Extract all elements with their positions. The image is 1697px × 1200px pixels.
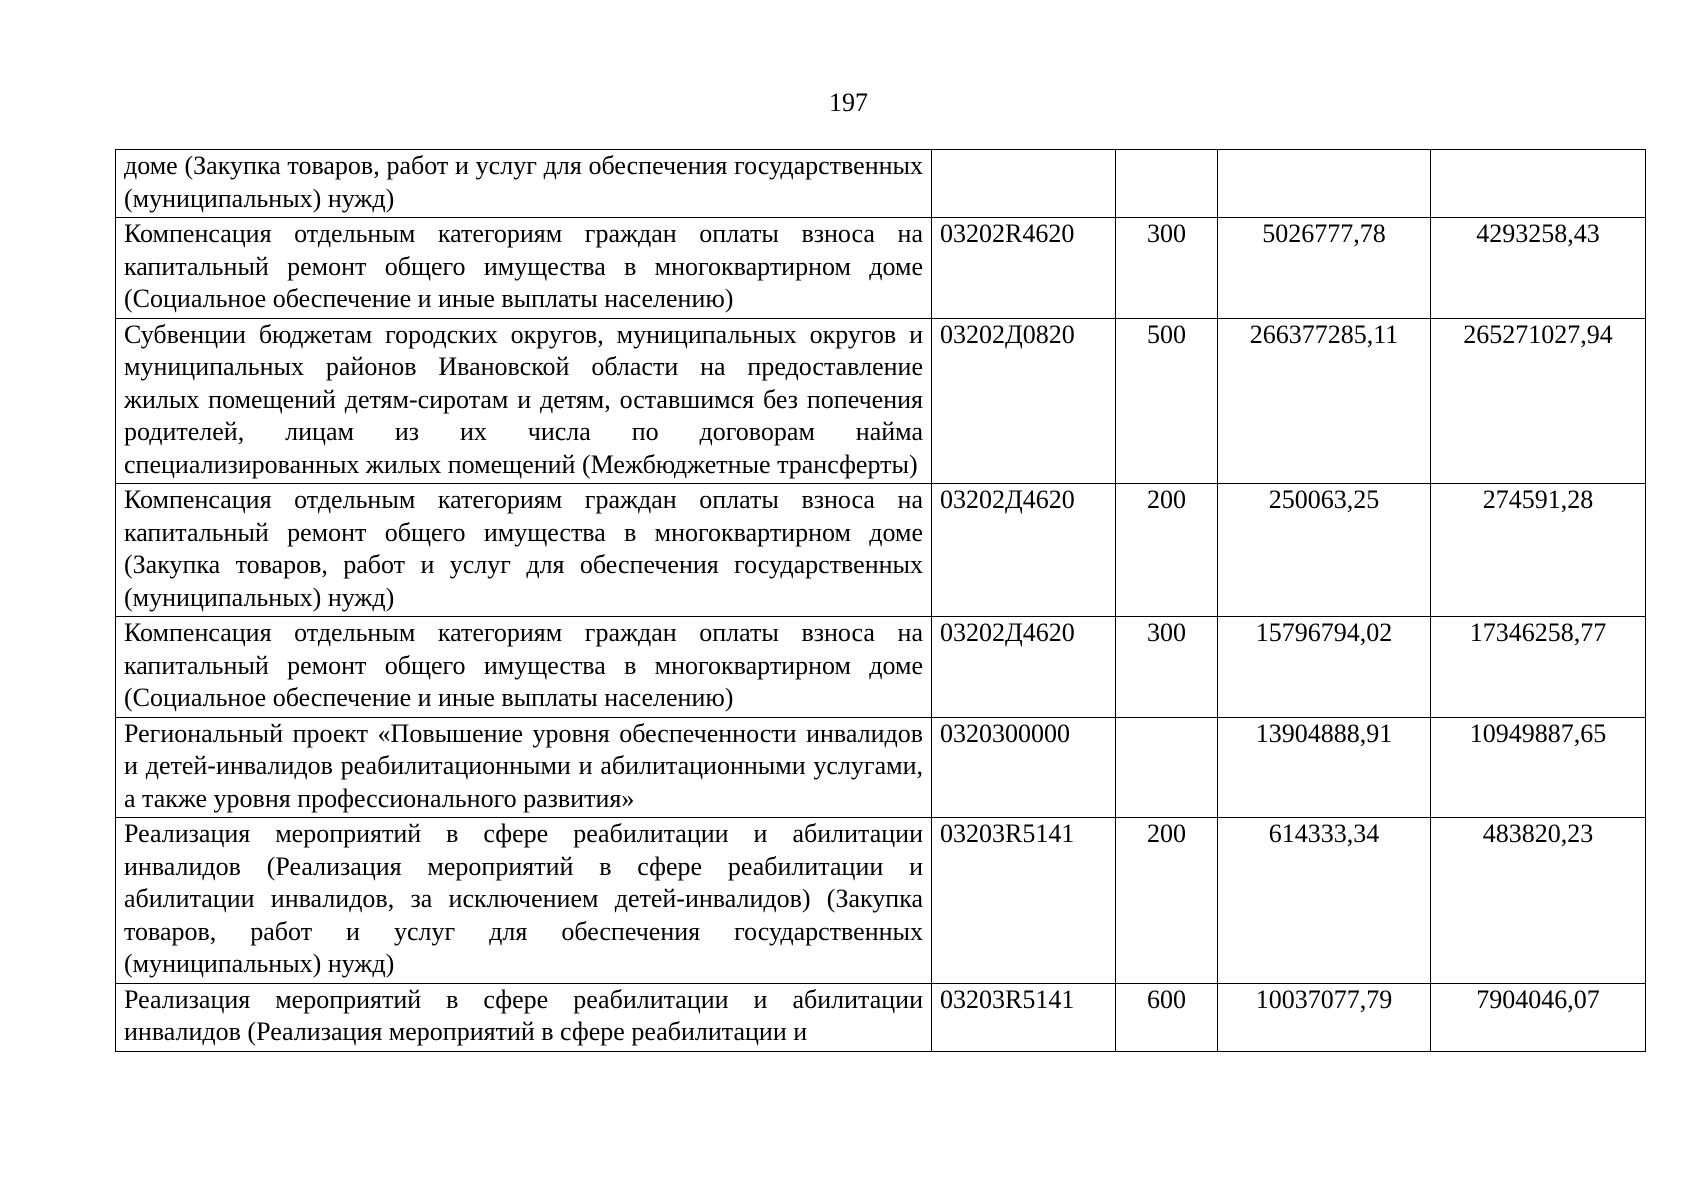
table-row	[116, 218, 1646, 319]
page-number: 197	[829, 88, 868, 117]
table-row	[116, 484, 1646, 617]
row-value-2: 483820,23	[1431, 818, 1646, 984]
row-value-1	[1218, 150, 1431, 218]
table-row	[116, 818, 1646, 984]
row-name: Компенсация отдельным категориям граждан оплаты взноса на капитальный ремонт общего имущества в многоквартирном доме (Закупка товаров, работ и услуг для обеспечения государственных (муниципальных) нужд)	[116, 484, 932, 617]
row-name: Компенсация отдельным категориям граждан оплаты взноса на капитальный ремонт общего имущества в многоквартирном доме (Социальное обеспечение и иные выплаты населению)	[116, 617, 932, 718]
row-value-1: 266377285,11	[1218, 318, 1431, 484]
row-value-2: 7904046,07	[1431, 983, 1646, 1051]
row-code: 03202Д4620	[932, 484, 1116, 617]
row-code: 03202Д0820	[932, 318, 1116, 484]
row-code: 03202Д4620	[932, 617, 1116, 718]
row-name: Региональный проект «Повышение уровня обеспеченности инвалидов и детей-инвалидов реабилитационными и абилитационными услугами, а также уровня профессионального развития»	[116, 717, 932, 818]
row-value-2: 274591,28	[1431, 484, 1646, 617]
row-expense-type: 300	[1116, 218, 1218, 319]
row-code: 03203R5141	[932, 818, 1116, 984]
row-expense-type	[1116, 717, 1218, 818]
row-value-1: 614333,34	[1218, 818, 1431, 984]
row-value-1: 13904888,91	[1218, 717, 1431, 818]
row-value-1: 10037077,79	[1218, 983, 1431, 1051]
budget-table	[115, 149, 1646, 1052]
row-name: Реализация мероприятий в сфере реабилитации и абилитации инвалидов (Реализация мероприятий в сфере реабилитации и абилитации инвалидов, за исключением детей-инвалидов) (Закупка товаров, работ и услуг для обеспечения государственных (муниципальных) нужд)	[116, 818, 932, 984]
row-name: Субвенции бюджетам городских округов, муниципальных округов и муниципальных районов Ивановской области на предоставление жилых помещений детям-сиротам и детям, оставшимся без попечения родителей, лицам из их числа по договорам найма специализированных жилых помещений (Межбюджетные трансферты)	[116, 318, 932, 484]
row-code: 0320300000	[932, 717, 1116, 818]
table-row	[116, 318, 1646, 484]
table-row	[116, 150, 1646, 218]
row-name: Реализация мероприятий в сфере реабилитации и абилитации инвалидов (Реализация мероприятий в сфере реабилитации и	[116, 983, 932, 1051]
row-value-1: 250063,25	[1218, 484, 1431, 617]
row-code: 03203R5141	[932, 983, 1116, 1051]
row-code: 03202R4620	[932, 218, 1116, 319]
table-row	[116, 983, 1646, 1051]
row-expense-type: 200	[1116, 818, 1218, 984]
row-value-2	[1431, 150, 1646, 218]
row-expense-type: 500	[1116, 318, 1218, 484]
row-value-2: 4293258,43	[1431, 218, 1646, 319]
row-value-2: 10949887,65	[1431, 717, 1646, 818]
table-row	[116, 617, 1646, 718]
row-code	[932, 150, 1116, 218]
row-value-2: 265271027,94	[1431, 318, 1646, 484]
row-expense-type	[1116, 150, 1218, 218]
row-expense-type: 200	[1116, 484, 1218, 617]
table-row	[116, 717, 1646, 818]
row-expense-type: 600	[1116, 983, 1218, 1051]
row-expense-type: 300	[1116, 617, 1218, 718]
row-name: доме (Закупка товаров, работ и услуг для обеспечения государственных (муниципальных) нужд)	[116, 150, 932, 218]
row-value-1: 5026777,78	[1218, 218, 1431, 319]
row-name: Компенсация отдельным категориям граждан оплаты взноса на капитальный ремонт общего имущества в многоквартирном доме (Социальное обеспечение и иные выплаты населению)	[116, 218, 932, 319]
row-value-1: 15796794,02	[1218, 617, 1431, 718]
row-value-2: 17346258,77	[1431, 617, 1646, 718]
